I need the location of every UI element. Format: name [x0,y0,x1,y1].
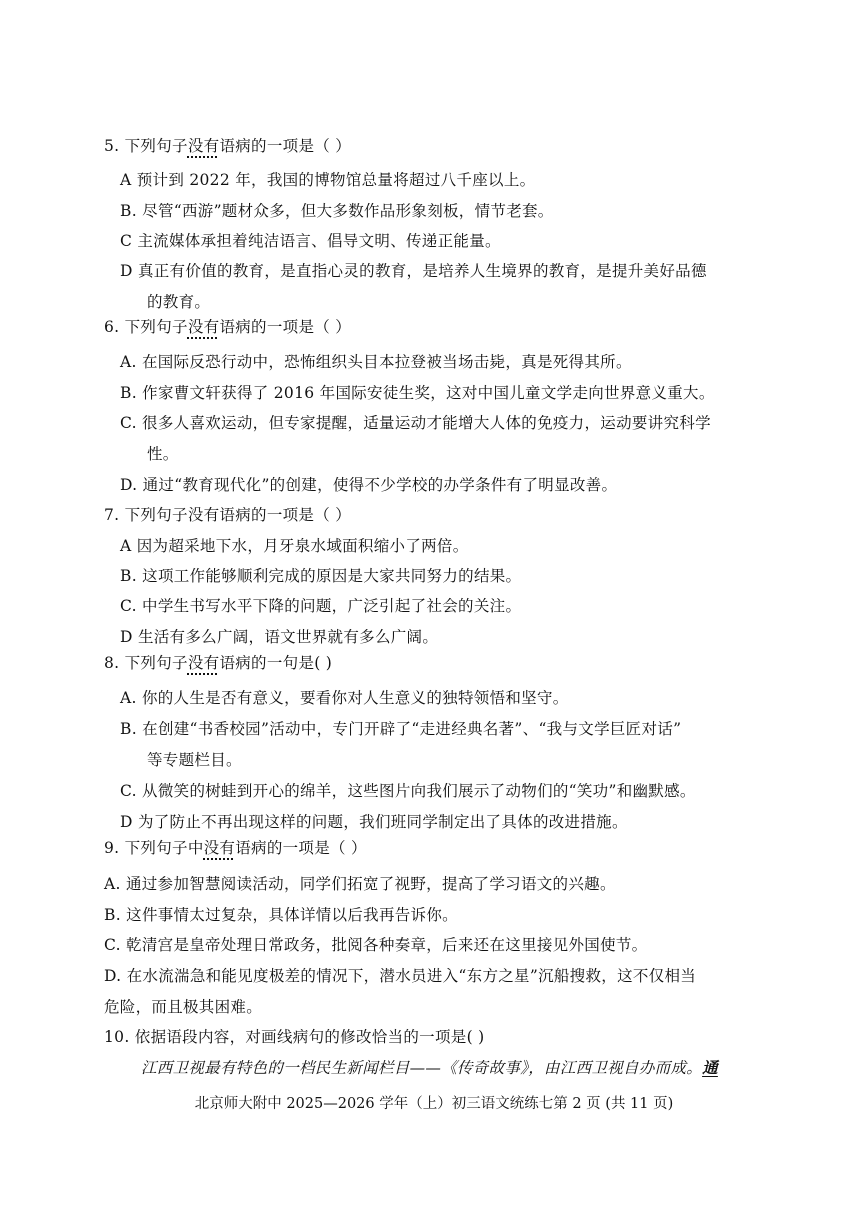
emphasis-no: 没有 [187,654,220,672]
emphasis-no: 没有 [203,839,236,857]
q8-option-c: C. 从微笑的树蛙到开心的绵羊，这些图片向我们展示了动物们的“笑功”和幽默感。 [120,782,696,800]
q8-option-b: B. 在创建“书香校园”活动中，专门开辟了“走进经典名著”、“我与文学巨匠对话” [120,720,682,738]
question-8: 8. 下列句子没有语病的一句是( ) [104,654,333,672]
q6-option-a: A. 在国际反恐行动中，恐怖组织头目本拉登被当场击毙，真是死得其所。 [120,353,632,371]
emphasis-no: 没有 [187,137,220,155]
q9-option-b: B. 这件事情太过复杂，具体详情以后我再告诉你。 [104,906,458,924]
question-10: 10. 依据语段内容，对画线病句的修改恰当的一项是( ) [104,1028,485,1046]
underlined-sentence: 通 [702,1058,718,1077]
q7-option-d: D 生活有多么广阔，语文世界就有多么广阔。 [120,628,439,646]
q9-option-a: A. 通过参加智慧阅读活动，同学们拓宽了视野，提高了学习语文的兴趣。 [104,875,616,893]
q7-option-c: C. 中学生书写水平下降的问题，广泛引起了社会的关注。 [120,597,522,615]
q5-option-b: B. 尽管“西游”题材众多，但大多数作品形象刻板，情节老套。 [120,202,554,220]
q9-option-c: C. 乾清宫是皇帝处理日常政务，批阅各种奏章，后来还在这里接见外国使节。 [104,936,648,954]
q5-option-d-cont: 的教育。 [147,293,211,311]
question-6: 6. 下列句子没有语病的一项是（ ） [104,318,352,336]
q8-option-a: A. 你的人生是否有意义，要看你对人生意义的独特领悟和坚守。 [120,689,569,707]
q8-option-b-cont: 等专题栏目。 [147,751,242,769]
q5-option-a: A 预计到 2022 年，我国的博物馆总量将超过八千座以上。 [120,171,536,189]
question-9: 9. 下列句子中没有语病的一项是（ ） [104,839,367,857]
q8-option-d: D 为了防止不再出现这样的问题，我们班同学制定出了具体的改进措施。 [120,813,628,831]
q7-option-b: B. 这项工作能够顺利完成的原因是大家共同努力的结果。 [120,567,522,585]
q6-option-d: D. 通过“教育现代化”的创建，使得不少学校的办学条件有了明显改善。 [120,476,618,494]
q9-option-d: D. 在水流湍急和能见度极差的情况下，潜水员进入“东方之星”沉船搜救，这不仅相当 [104,967,697,985]
emphasis-no: 没有 [187,318,220,336]
q6-option-c-cont: 性。 [147,445,179,463]
q5-option-d: D 真正有价值的教育，是直指心灵的教育，是培养人生境界的教育，是提升美好品德 [120,262,707,280]
q6-option-b: B. 作家曹文轩获得了 2016 年国际安徒生奖，这对中国儿童文学走向世界意义重大。 [120,384,715,402]
q9-option-d-cont: 危险，而且极其困难。 [104,998,263,1016]
page-footer: 北京师大附中 2025—2026 学年（上）初三语文统练七第 2 页 (共 11 页) [194,1096,674,1112]
question-5: 5. 下列句子没有语病的一项是（ ） [104,137,352,155]
question-7: 7. 下列句子没有语病的一项是（ ） [104,506,352,524]
q5-option-c: C 主流媒体承担着纯洁语言、倡导文明、传递正能量。 [120,232,501,250]
q7-option-a: A 因为超采地下水，月牙泉水域面积缩小了两倍。 [120,537,469,555]
q10-passage: 江西卫视最有特色的一档民生新闻栏目——《传奇故事》，由江西卫视自办而成。通 [141,1058,718,1077]
q6-option-c: C. 很多人喜欢运动，但专家提醒，适量运动才能增大人体的免疫力，运动要讲究科学 [120,414,711,432]
